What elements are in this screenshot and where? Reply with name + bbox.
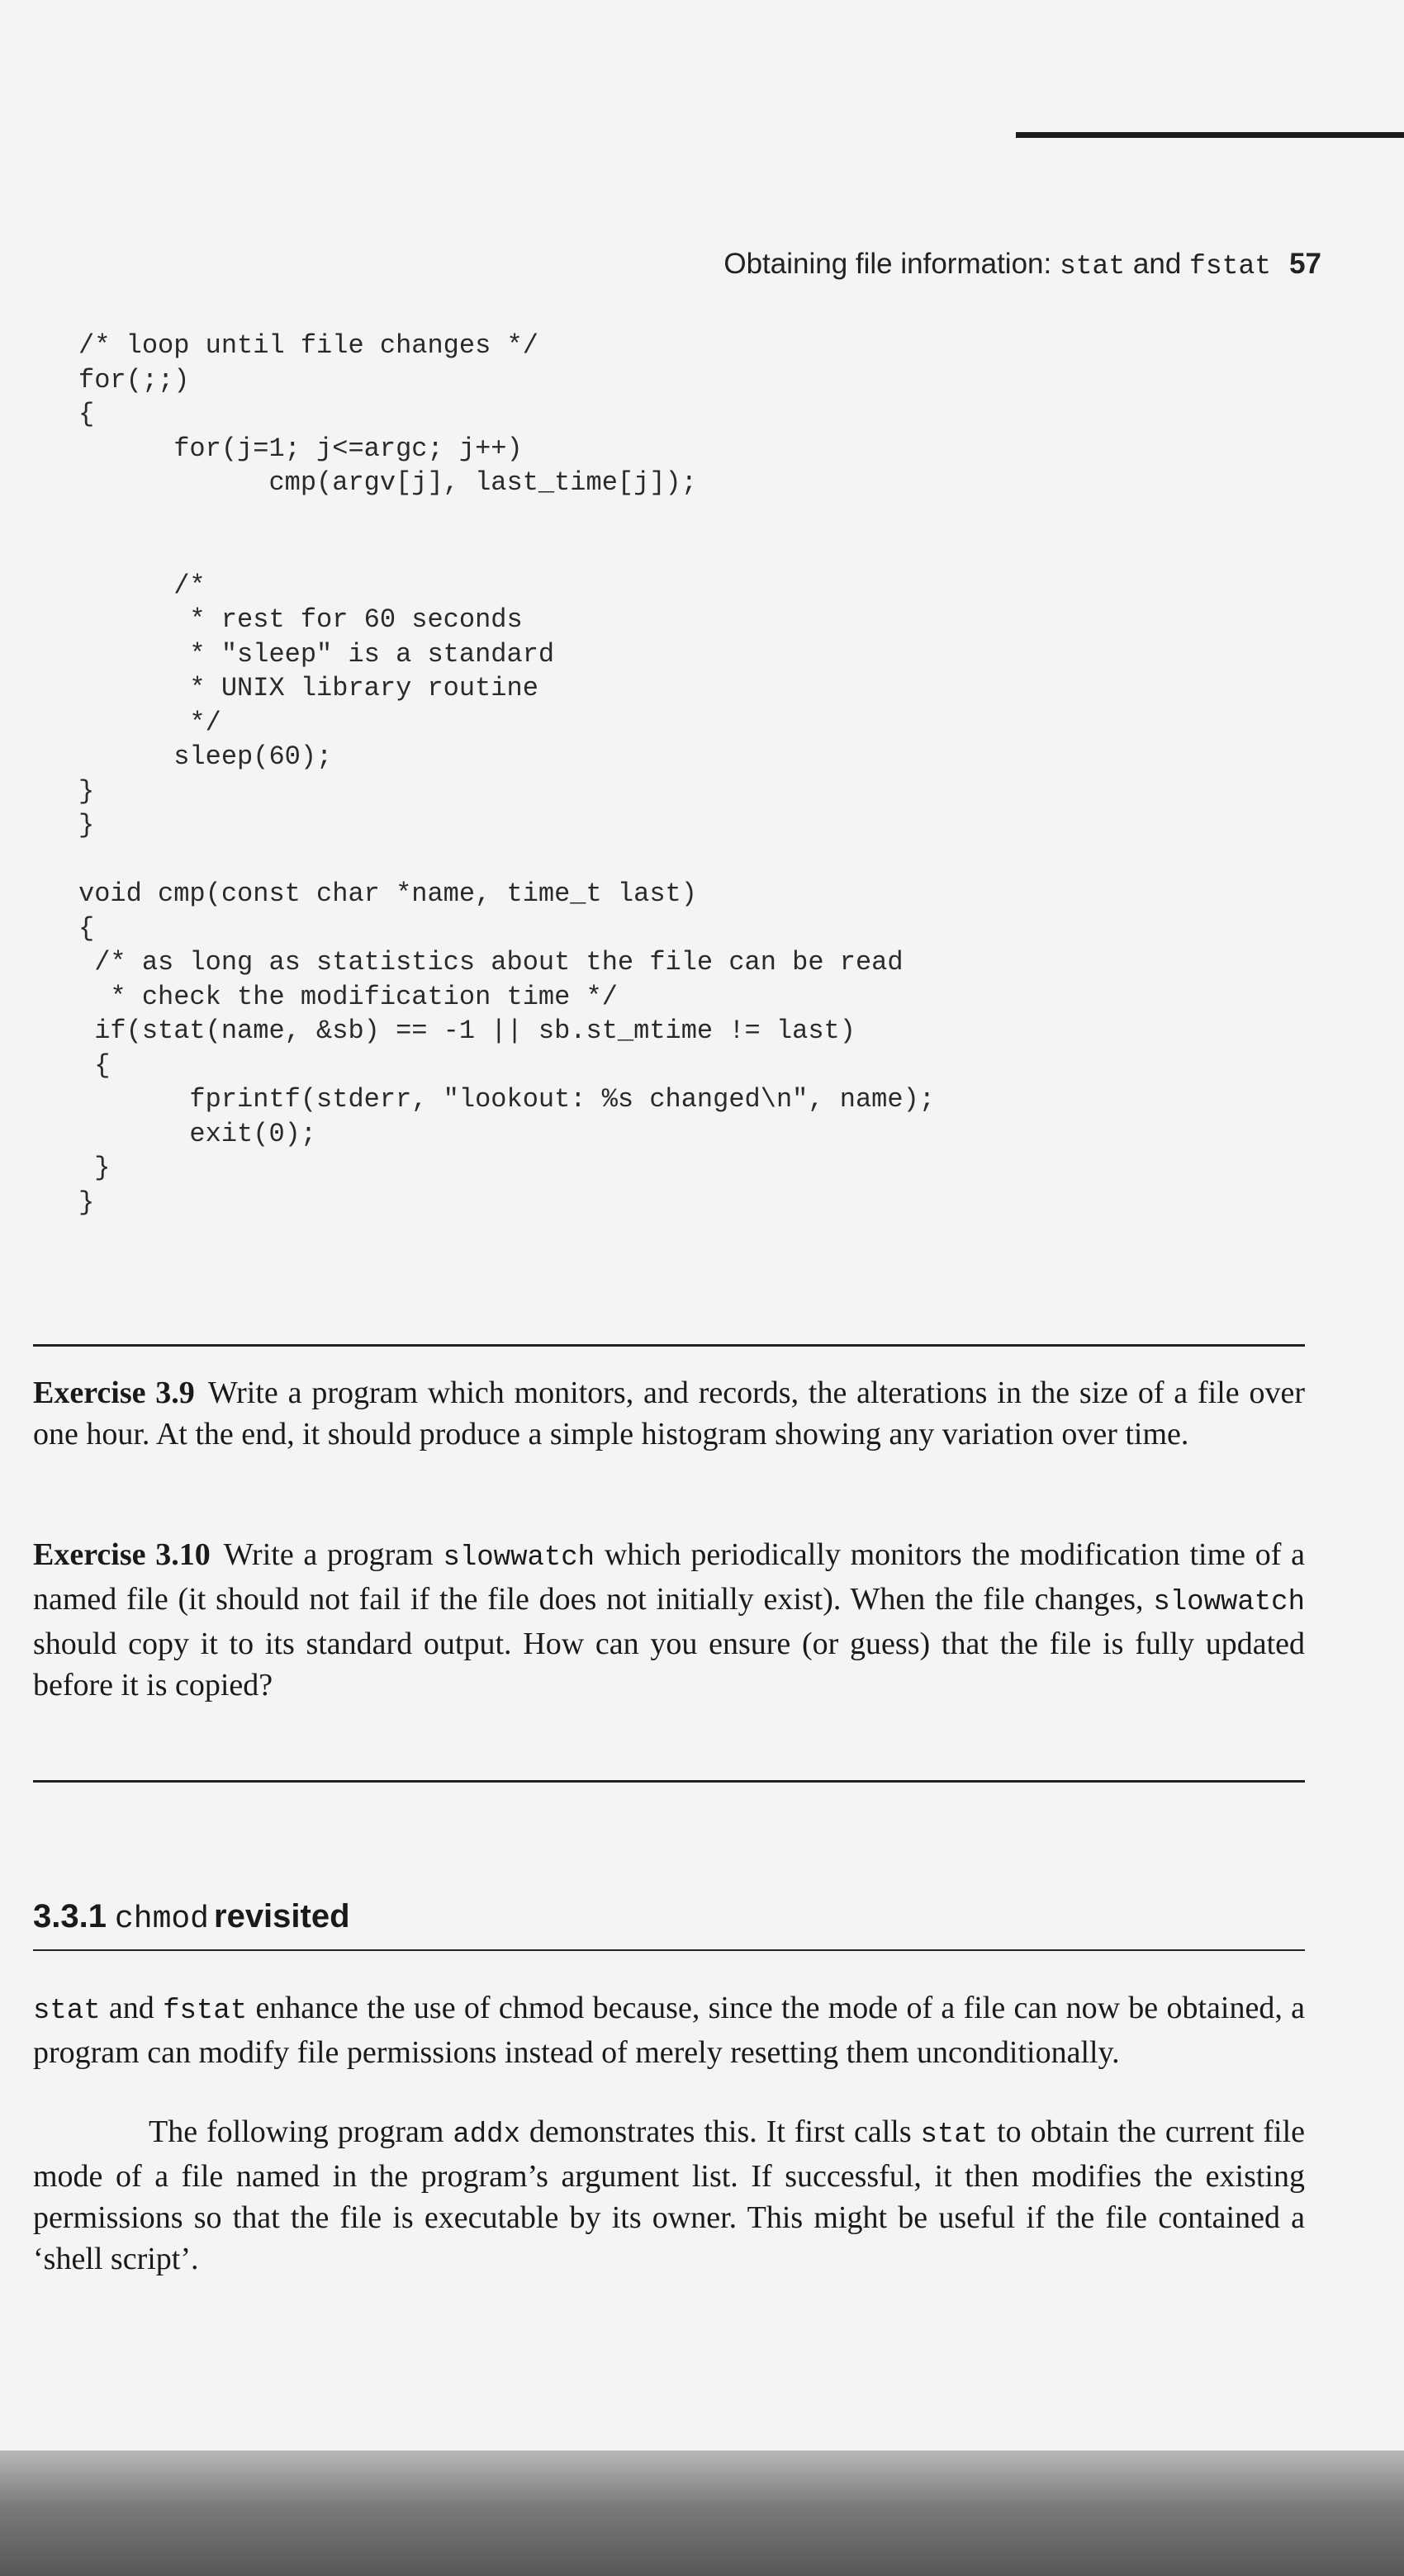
- exercise-rule-top: [33, 1344, 1305, 1347]
- para1-stat: stat: [33, 1996, 101, 2027]
- page-bottom-shadow: [0, 2451, 1404, 2576]
- exercise-3-9: [33, 1372, 1305, 1455]
- exercise-3-10: [33, 1534, 1305, 1706]
- slowwatch-code-1: slowwatch: [443, 1542, 595, 1574]
- para2-addx: addx: [453, 2119, 520, 2151]
- top-edge-rule: [1016, 132, 1404, 138]
- slowwatch-code-2: slowwatch: [1153, 1587, 1305, 1618]
- exercise-3-10-text-1: Write a program: [223, 1537, 443, 1572]
- section-mono-word: chmod: [114, 1901, 209, 1937]
- para2-text-3: to obtain the current file mode of a file named in the program’s argument list. If successful, it then modifies the existing permissions so that the file is executable by its owner. This might be useful if the file contained a ‘shell script’.: [33, 2114, 1305, 2276]
- para2-text-2: demonstrates this. It first calls: [520, 2114, 921, 2149]
- header-and: and: [1125, 248, 1190, 280]
- exercise-rule-bottom: [33, 1780, 1305, 1783]
- page-number: 57: [1289, 248, 1321, 280]
- para1-fstat: fstat: [163, 1996, 248, 2027]
- para2-stat: stat: [920, 2119, 989, 2151]
- para1-and: and: [100, 1991, 164, 2025]
- header-text: Obtaining file information:: [723, 248, 1060, 280]
- exercise-3-10-text-3: should copy it to its standard output. How can you ensure (or guess) that the file is fully updated before it is copied?: [33, 1627, 1305, 1702]
- exercise-3-10-text-2: which periodically monitors the modification time of a named file (it should not fail if the file does not initially exist). When the file changes,: [33, 1537, 1305, 1617]
- exercise-3-10-label: Exercise 3.10: [33, 1537, 211, 1572]
- section-rule: [33, 1949, 1305, 1951]
- paragraph-2: [33, 2111, 1305, 2280]
- code-listing: /* loop until file changes */ for(;;) { for(j=1; j<=argc; j++) cmp(argv[j], last_time[j]); /* * rest for 60 seconds * "sleep" is a standard * UNIX library routine */ sleep(60); } } void cmp(const char *name, time_t last) { /* as long as statistics about the file can be read * check the modification time */ if(stat(name, &sb) == -1 || sb.st_mtime != last) { fprintf(stderr, "lookout: %s changed\n", name); exit(0); } }: [78, 330, 935, 1218]
- running-header: [644, 248, 1321, 297]
- paragraph-1: [33, 1987, 1305, 2073]
- section-number: 3.3.1: [33, 1898, 107, 1934]
- para2-text-1: The following program: [149, 2114, 453, 2149]
- section-title: revisited: [214, 1898, 350, 1934]
- exercise-3-9-label: Exercise 3.9: [33, 1376, 195, 1410]
- header-fstat: fstat: [1189, 251, 1272, 282]
- exercise-3-9-text: Write a program which monitors, and records, the alterations in the size of a file over one hour. At the end, it should produce a simple histogram showing any variation over time.: [33, 1376, 1305, 1451]
- para1-text: enhance the use of chmod because, since the mode of a file can now be obtained, a program can modify file permissions instead of merely resetting them unconditionally.: [33, 1991, 1305, 2070]
- header-stat: stat: [1059, 251, 1126, 282]
- section-heading: [33, 1893, 1305, 1939]
